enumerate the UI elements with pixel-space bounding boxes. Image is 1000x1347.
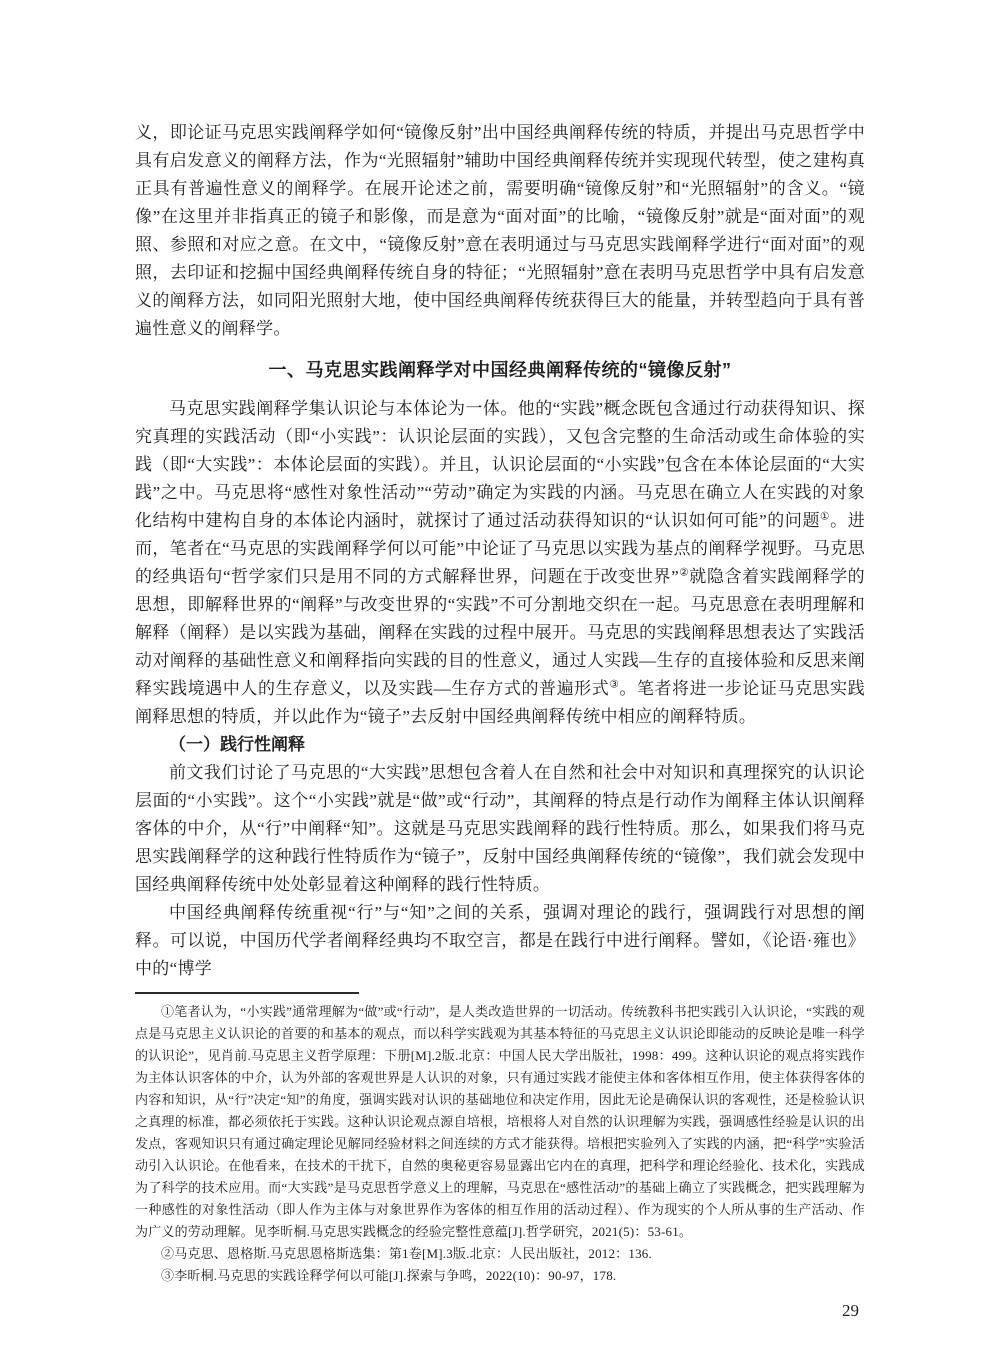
footnote-2: ②马克思、恩格斯.马克思恩格斯选集：第1卷[M].3版.北京：人民出版社，2012：136. [161,1246,652,1261]
footnote-separator [135,992,359,994]
section-1-paragraph: 马克思实践阐释学集认识论与本体论为一体。他的“实践”概念既包含通过行动获得知识、探究真理的实践活动（即“小实践”：认识论层面的实践），又包含完整的生命活动或生命体验的实践（即“大实践”：本体论层面的实践）。并且，认识论层面的“小实践”包含在本体论层面的“大实践”之中。马克思将“感性对象性活动”“劳动”确定为实践的内涵。马克思在确立人在实践的对象化结构中建构自身的本体论内涵时，就探讨了通过活动获得知识的“认识如何可能”的问题①。进而，笔者在“马克思的实践阐释学何以可能”中论证了马克思以实践为基点的阐释学视野。马克思的经典语句“哲学家们只是用不同的方式解释世界，问题在于改变世界”②就隐含着实践阐释学的思想，即解释世界的“阐释”与改变世界的“实践”不可分割地交织在一起。马克思意在表明理解和解释（阐释）是以实践为基础，阐释在实践的过程中展开。马克思的实践阐释思想表达了实践活动对阐释的基础性意义和阐释指向实践的目的性意义，通过人实践—生存的直接体验和反思来阐释实践境遇中人的生存意义，以及实践—生存方式的普遍形式③。笔者将进一步论证马克思实践阐释思想的特质，并以此作为“镜子”去反射中国经典阐释传统中相应的阐释特质。 [135,399,865,726]
subsection-1-1-paragraph-2: 中国经典阐释传统重视“行”与“知”之间的关系，强调对理论的践行，强调践行对思想的阐释。可以说，中国历代学者阐释经典均不取空言，都是在践行中进行阐释。譬如，《论语·雍也》中的“博学 [135,903,865,978]
subsection-1-1-heading: （一）践行性阐释 [169,735,305,754]
section-1-heading: 一、马克思实践阐释学对中国经典阐释传统的“镜像反射” [268,360,732,380]
page-number: 29 [842,1301,859,1320]
footnotes [135,1001,865,1287]
paragraph-continuation: 义，即论证马克思实践阐释学如何“镜像反射”出中国经典阐释传统的特质，并提出马克思哲学中具有启发意义的阐释方法，作为“光照辐射”辅助中国经典阐释传统并实现现代转型，使之建构真正具有普遍性意义的阐释学。在展开论述之前，需要明确“镜像反射”和“光照辐射”的含义。“镜像”在这里并非指真正的镜子和影像，而是意为“面对面”的比喻，“镜像反射”就是“面对面”的观照、参照和对应之意。在文中，“镜像反射”意在表明通过与马克思实践阐释学进行“面对面”的观照，去印证和挖掘中国经典阐释传统自身的特征；“光照辐射”意在表明马克思哲学中具有启发意义的阐释方法，如同阳光照射大地，使中国经典阐释传统获得巨大的能量，并转型趋向于具有普遍性意义的阐释学。 [135,123,865,338]
page-content [135,119,865,1323]
subsection-1-1-paragraph-1: 前文我们讨论了马克思的“大实践”思想包含着人在自然和社会中对知识和真理探究的认识论层面的“小实践”。这个“小实践”就是“做”或“行动”，其阐释的特点是行动作为阐释主体认识阐释客体的中介，从“行”中阐释“知”。这就是马克思实践阐释的践行性特质。那么，如果我们将马克思实践阐释学的这种践行性特质作为“镜子”，反射中国经典阐释传统的“镜像”，我们就会发现中国经典阐释传统中处处彰显着这种阐释的践行性特质。 [135,763,865,894]
footnote-3: ③李昕桐.马克思的实践诠释学何以可能[J].探索与争鸣，2022(10)：90-97，178. [161,1268,617,1283]
footnote-1: ①笔者认为，“小实践”通常理解为“做”或“行动”，是人类改造世界的一切活动。传统教科书把实践引入认识论，“实践的观点是马克思主义认识论的首要的和基本的观点，而以科学实践观为其基本特征的马克思主义认识论即能动的反映论是唯一科学的认识论”，见肖前.马克思主义哲学原理：下册[M].2版.北京：中国人民大学出版社，1998：499。这种认识论的观点将实践作为主体认识客体的中介，认为外部的客观世界是人认识的对象，只有通过实践才能使主体和客体相互作用，使主体获得客体的内容和知识，从“行”决定“知”的角度，强调实践对认识的基础地位和决定作用，因此无论是确保认识的客观性，还是检验认识之真理的标准，都必须依托于实践。这种认识论观点源自培根，培根将人对自然的认识理解为实践，强调感性经验是认识的出发点，客观知识只有通过确定理论见解同经验材料之间连续的方式才能获得。培根把实验列入了实践的内涵，把“科学”实验活动引入认识论。在他看来，在技术的干扰下，自然的奥秘更容易显露出它内在的真理，把科学和理论经验化、技术化，实践成为了科学的技术应用。而“大实践”是马克思哲学意义上的理解，马克思在“感性活动”的基础上确立了实践概念，把实践理解为一种感性的对象性活动（即人作为主体与对象世界作为客体的相互作用的活动过程）、作为现实的个人所从事的生产活动、作为广义的劳动理解。见李昕桐.马克思实践概念的经验完整性意蕴[J].哲学研究，2021(5)：53-61。 [135,1004,865,1239]
